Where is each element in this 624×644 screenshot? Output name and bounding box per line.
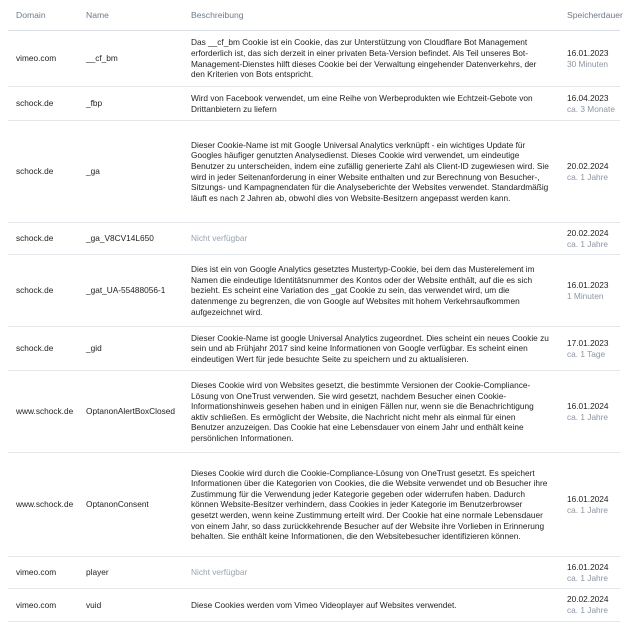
table-row — [8, 327, 620, 371]
cell-name: _ga — [78, 121, 183, 223]
cell-duration — [559, 327, 620, 371]
table-header-row — [8, 0, 620, 31]
cell-domain: schock.de — [8, 255, 78, 327]
cell-domain: schock.de — [8, 327, 78, 371]
cell-domain: vimeo.com — [8, 557, 78, 589]
cell-description: Dieses Cookie wird durch die Cookie-Compliance-Lösung von OneTrust gesetzt. Es speichert Informationen über die Kategorien von Cookies, die die Website verwendet und ob Besucher ihre Zustimmung für die Verwendung jeder Kategorie gegeben oder widerrufen haben. Dadurch können Website-Besitzer verhindern, dass Cookies in jeder Kategorie im Benutzerbrowser gesetzt werden, wenn keine Zustimmung erteilt wird. Der Cookie hat eine normale Lebensdauer von einem Jahr, so dass zurückkehrende Besucher auf der Website ihre Vorlieben in Erinnerung behalten. Sie enthält keine Informationen, die den Websitebesucher identifizieren können. — [183, 453, 559, 557]
column-header-domain: Domain — [8, 0, 78, 31]
duration-period: ca. 1 Jahre — [567, 171, 609, 182]
cell-description: Das __cf_bm Cookie ist ein Cookie, das zur Unterstützung von Cloudflare Bot Management erforderlich ist, das sich derzeit in einer privaten Beta-Version befindet. Als Teil unseres Bot-Management-Dienstes hilft dieses Cookie bei der Verwaltung eingehender Datenverkehrs, der den Kriterien von Bots entspricht. — [183, 31, 559, 87]
duration-date: 20.02.2024 — [567, 160, 609, 171]
duration-period: 1 Minuten — [567, 290, 604, 301]
table-row — [8, 121, 620, 223]
cell-description: Dieses Cookie wird von Websites gesetzt, die bestimmte Versionen der Cookie-Compliance-Lösung von OneTrust verwenden. Sie wird gesetzt, nachdem Besucher einen Cookie-Informationshinweis gesehen haben und in einigen Fällen nur, wenn sie die Benachrichtigung aktiv schließen. Es ermöglicht der Website, die Nachricht nicht mehr als einmal für einen Benutzer anzuzeigen. Das Cookie hat eine Lebensdauer von einem Jahr und enthält keine persönlichen Informationen. — [183, 371, 559, 453]
duration-period: ca. 1 Jahre — [567, 238, 609, 249]
cell-domain: vimeo.com — [8, 589, 78, 621]
cell-domain: schock.de — [8, 223, 78, 255]
duration-date: 16.01.2024 — [567, 401, 609, 412]
cell-duration — [559, 31, 620, 87]
column-header-description: Beschreibung — [183, 0, 559, 31]
table-row — [8, 589, 620, 621]
column-header-name: Name — [78, 0, 183, 31]
table-row — [8, 453, 620, 557]
cell-duration — [559, 453, 620, 557]
duration-date: 17.01.2023 — [567, 338, 609, 349]
duration-period: ca. 1 Jahre — [567, 411, 609, 422]
duration-period: 30 Minuten — [567, 58, 609, 69]
cell-name: OptanonAlertBoxClosed — [78, 371, 183, 453]
duration-date: 20.02.2024 — [567, 228, 609, 238]
cell-name: OptanonConsent — [78, 453, 183, 557]
cell-duration — [559, 87, 620, 121]
cell-domain: vimeo.com — [8, 31, 78, 87]
duration-date: 16.01.2024 — [567, 494, 609, 505]
cell-description: Dieser Cookie-Name ist mit Google Universal Analytics verknüpft - ein wichtiges Update für Googles häufiger genutzten Analysedienst. Dieses Cookie wird verwendet, um eindeutige Benutzer zu unterscheiden, indem eine zufällig generierte Zahl als Client-ID zugewiesen wird. Sie wird in jeder Seitenanforderung in einer Website enthalten und zur Berechnung von Besucher-, Sitzungs- und Kampagnendaten für die Analyseberichte der Websites verwendet. Standardmäßig läuft es nach 2 Jahren ab, obwohl dies von Website-Besitzern angepasst werden kann. — [183, 121, 559, 223]
duration-date: 16.01.2023 — [567, 280, 609, 291]
table-row — [8, 255, 620, 327]
cell-duration — [559, 589, 620, 621]
cell-description: Diese Cookies werden vom Vimeo Videoplayer auf Websites verwendet. — [183, 589, 559, 621]
table-row — [8, 371, 620, 453]
duration-period: ca. 3 Monate — [567, 103, 615, 114]
cell-name: vuid — [78, 589, 183, 621]
cell-description: Wird von Facebook verwendet, um eine Reihe von Werbeprodukten wie Echtzeit-Gebote von Drittanbietern zu liefern — [183, 87, 559, 121]
table-row — [8, 31, 620, 87]
cell-description: Nicht verfügbar — [183, 557, 559, 589]
cell-description: Dieser Cookie-Name ist google Universal Analytics zugeordnet. Dies scheint ein neues Cookie zu sein und ab Frühjahr 2017 sind keine Informationen von Google verfügbar. Es scheint einen eindeutigen Wert für jede besuchte Seite zu speichern und zu aktualisieren. — [183, 327, 559, 371]
table-row — [8, 557, 620, 589]
cell-domain: schock.de — [8, 87, 78, 121]
cell-name: _gid — [78, 327, 183, 371]
cell-name: _fbp — [78, 87, 183, 121]
cell-name: _gat_UA-55488056-1 — [78, 255, 183, 327]
duration-period: ca. 1 Jahre — [567, 604, 609, 615]
cookie-table — [8, 0, 623, 622]
table-row — [8, 223, 620, 255]
cell-duration — [559, 557, 620, 589]
cell-domain: www.schock.de — [8, 371, 78, 453]
duration-period: ca. 1 Jahre — [567, 572, 609, 583]
cell-domain: www.schock.de — [8, 453, 78, 557]
cell-name: player — [78, 557, 183, 589]
duration-date: 16.01.2024 — [567, 562, 609, 573]
table-row — [8, 87, 620, 121]
cell-domain: schock.de — [8, 121, 78, 223]
column-header-duration: Speicherdauer — [559, 0, 620, 31]
cell-description: Nicht verfügbar — [183, 223, 559, 255]
duration-date: 20.02.2024 — [567, 594, 609, 605]
duration-date: 16.04.2023 — [567, 92, 609, 103]
duration-period: ca. 1 Tage — [567, 348, 606, 359]
cell-duration — [559, 371, 620, 453]
cell-name: __cf_bm — [78, 31, 183, 87]
duration-date: 16.01.2023 — [567, 47, 609, 58]
cell-name: _ga_V8CV14L650 — [78, 223, 183, 255]
cookie-table-body — [8, 31, 620, 622]
cell-duration — [559, 255, 620, 327]
duration-period: ca. 1 Jahre — [567, 504, 609, 515]
cell-duration — [559, 223, 620, 255]
cell-description: Dies ist ein von Google Analytics gesetztes Mustertyp-Cookie, bei dem das Musterelement im Namen die eindeutige Identitätsnummer des Kontos oder der Website enthält, auf die es sich bezieht. Es scheint eine Variation des _gat Cookie zu sein, das verwendet wird, um die datenmenge zu begrenzen, die von Google auf Websites mit hohem Verkehrsaufkommen aufgezeichnet wird. — [183, 255, 559, 327]
cell-duration — [559, 121, 620, 223]
